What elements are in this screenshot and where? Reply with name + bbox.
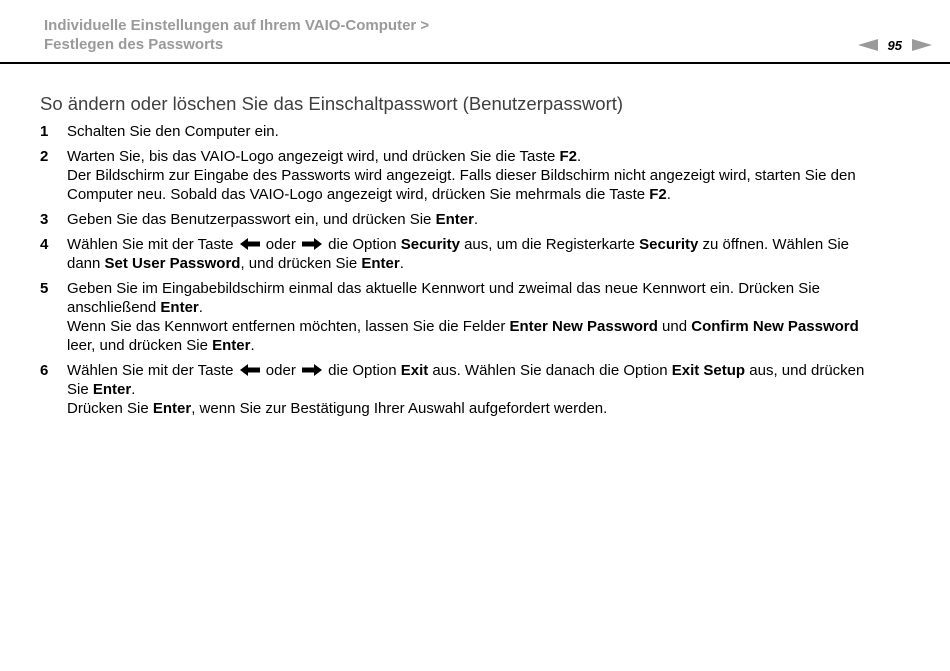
step-line [67,185,917,204]
step-3 [40,210,920,229]
step-number: 3 [40,211,49,228]
text: dann [67,255,105,272]
text: . [198,299,203,316]
step-4 [40,235,920,273]
key-name: Enter [361,255,400,272]
key-name: Enter [160,299,199,316]
key-name: Enter [435,211,474,228]
key-name: F2 [559,148,578,165]
text: aus, und drücken [745,362,865,379]
text: . [666,186,671,203]
text: die Option [324,362,401,379]
text: Wählen Sie mit der Taste [67,236,238,253]
header-divider [0,62,950,64]
step-line [67,317,917,336]
option-name: Security [639,236,699,253]
text: Geben Sie das Benutzerpasswort ein, und drücken Sie [67,211,436,228]
text: Drücken Sie [67,400,153,417]
text: aus. Wählen Sie danach die Option [428,362,672,379]
step-text: Schalten Sie den Computer ein. [67,123,279,140]
step-line [67,254,917,273]
step-list [40,122,920,424]
step-6 [40,361,920,418]
step-number: 5 [40,280,49,297]
step-line [67,235,917,254]
text: die Option [324,236,401,253]
left-arrow-key-icon [240,238,260,250]
option-name: Security [400,236,460,253]
text: aus, um die Registerkarte [459,236,640,253]
field-name: Enter New Password [509,318,658,335]
previous-page-icon[interactable] [858,39,878,51]
right-arrow-key-icon [302,238,322,250]
text: zu öffnen. Wählen Sie [698,236,850,253]
text: Sie [67,381,93,398]
step-1 [40,122,920,141]
step-line [67,210,917,229]
pager [858,37,932,53]
text: . [250,337,255,354]
text: . [131,381,136,398]
text: oder [261,236,300,253]
page-header [0,0,950,63]
text: und [657,318,692,335]
text: Wählen Sie mit der Taste [67,362,238,379]
step-line [67,147,917,166]
key-name: Enter [152,400,192,417]
section-title: So ändern oder löschen Sie das Einschaltpasswort (Benutzerpasswort) [40,93,624,114]
text: oder [261,362,300,379]
breadcrumb-chapter: Individuelle Einstellungen auf Ihrem VAIO-Computer > [44,17,430,34]
step-line: Der Bildschirm zur Eingabe des Passworts wird angezeigt. Falls dieser Bildschirm nicht angezeigt wird, starten Sie den [67,167,856,184]
step-number: 1 [40,123,49,140]
step-number: 6 [40,362,49,379]
field-name: Confirm New Password [691,318,859,335]
option-name: Exit [400,362,429,379]
text: . [399,255,404,272]
key-name: Enter [212,337,251,354]
key-name: F2 [649,186,667,203]
text: Wenn Sie das Kennwort entfernen möchten, lassen Sie die Felder [67,318,510,335]
option-name: Set User Password [104,255,241,272]
left-arrow-key-icon [240,364,260,376]
breadcrumb-section: Festlegen des Passworts [44,36,224,53]
step-line: Geben Sie im Eingabebildschirm einmal das aktuelle Kennwort und zweimal das neue Kennwort ein. Drücken Sie [67,280,820,297]
step-line [67,380,917,399]
key-name: Enter [92,381,132,398]
step-2 [40,147,920,204]
option-name: Exit Setup [671,362,746,379]
text: , und drücken Sie [240,255,362,272]
page-number: 95 [887,37,902,53]
step-line [67,399,917,418]
step-number: 2 [40,148,49,165]
step-line [67,336,917,355]
step-number: 4 [40,236,49,253]
step-line [67,298,917,317]
text: . [473,211,479,228]
text: anschließend [67,299,161,316]
step-5 [40,279,920,355]
right-arrow-key-icon [302,364,322,376]
text: Warten Sie, bis das VAIO-Logo angezeigt wird, und drücken Sie die Taste [67,148,560,165]
text: . [577,148,582,165]
text: Computer neu. Sobald das VAIO-Logo angezeigt wird, drücken Sie mehrmals die Taste [67,186,650,203]
text: leer, und drücken Sie [67,337,213,354]
next-page-icon[interactable] [912,39,932,51]
step-line [67,361,917,380]
text: , wenn Sie zur Bestätigung Ihrer Auswahl aufgefordert werden. [191,400,608,417]
